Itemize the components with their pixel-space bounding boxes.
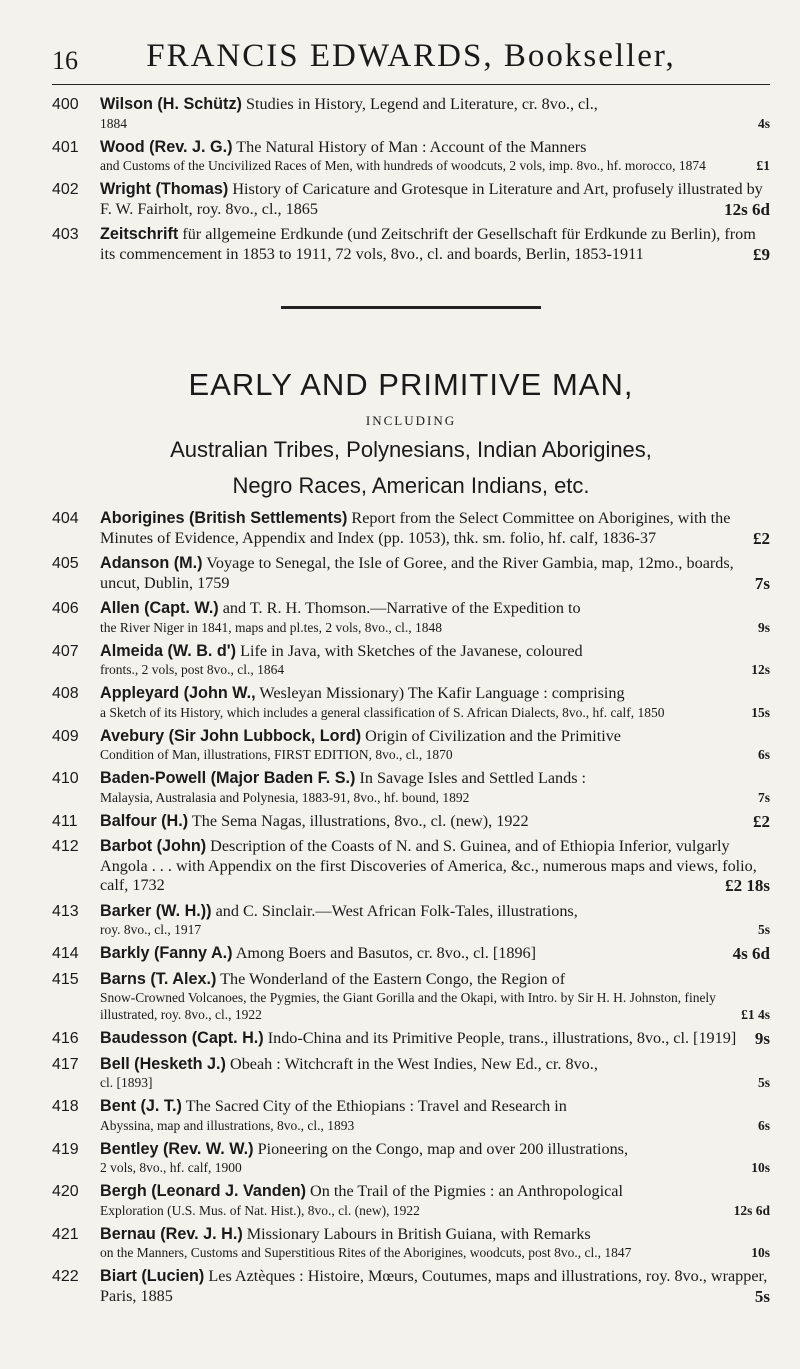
catalogue-entry	[52, 225, 770, 264]
entry-main	[100, 1267, 770, 1306]
entry-author: Adanson (M.)	[100, 554, 203, 572]
entry-details-text: Condition of Man, illustrations, FIRST EDITION, 8vo., cl., 1870	[100, 747, 453, 762]
entry-details-text: 1884	[100, 115, 127, 131]
entry-price: 6s	[757, 747, 770, 762]
section-divider	[281, 306, 541, 309]
entry-details-text: roy. 8vo., cl., 1917	[100, 922, 202, 937]
entry-number: 408	[52, 685, 79, 702]
entry-details	[100, 789, 770, 806]
entry-title: Among Boers and Basutos, cr. 8vo., cl. [1896]	[235, 944, 537, 962]
entry-title: Description of the Coasts of N. and S. Guinea, and of Ethiopia Inferior, vulgarly Angola . . . with Appendix on the first Discoveries of America, &c., numerous maps and views, folio, calf, 1732	[100, 837, 757, 894]
entry-main	[100, 769, 770, 789]
entry-price: 12s 6d	[724, 199, 770, 219]
entry-title: History of Caricature and Grotesque in Literature and Art, profusely illustrated by F. W. Fairholt, roy. 8vo., cl., 1865	[100, 180, 763, 218]
entry-price: 4s 6d	[732, 944, 770, 963]
entry-author: Avebury (Sir John Lubbock, Lord)	[100, 726, 362, 745]
entry-details-text: the River Niger in 1841, maps and pl.tes, 2 vols, 8vo., cl., 1848	[100, 619, 442, 635]
catalogue-entry	[52, 769, 770, 806]
entry-number: 413	[52, 902, 79, 920]
entry-price: 5s	[757, 1075, 770, 1090]
catalogue-entry	[52, 1097, 770, 1134]
catalogue-entry	[52, 1055, 770, 1092]
entry-list	[52, 501, 770, 1306]
entry-number: 402	[52, 181, 79, 198]
entry-details	[100, 1074, 770, 1091]
catalogue-entry	[52, 727, 770, 764]
entry-details-text: Malaysia, Australasia and Polynesia, 1883-91, 8vo., hf. bound, 1892	[100, 789, 470, 805]
catalogue-entry	[52, 944, 770, 964]
entry-title: The Wonderland of the Eastern Congo, the Region of	[220, 969, 566, 988]
entry-number: 414	[52, 945, 79, 962]
entry-details	[100, 157, 770, 174]
entry-main	[100, 599, 770, 619]
entry-number: 418	[52, 1098, 79, 1115]
entry-title: Pioneering on the Congo, map and over 200 illustrations,	[257, 1139, 629, 1158]
entry-main	[100, 727, 770, 747]
entry-price: 4s	[757, 115, 770, 131]
entry-main	[100, 554, 770, 593]
entry-author: Barker (W. H.))	[100, 901, 212, 920]
entry-number: 406	[52, 600, 79, 617]
running-head: FRANCIS EDWARDS, Bookseller,	[146, 38, 676, 74]
entry-number: 417	[52, 1055, 79, 1073]
entry-author: Barbot (John)	[100, 837, 207, 855]
entry-price: 12s	[751, 662, 770, 677]
entry-author: Baden-Powell (Major Baden F. S.)	[100, 769, 356, 787]
entry-main	[100, 1055, 770, 1075]
entry-number: 404	[52, 510, 79, 527]
catalogue-entry	[52, 138, 770, 175]
entry-main	[100, 180, 770, 219]
entry-details	[100, 1159, 770, 1176]
entry-author: Appleyard (John W.,	[100, 684, 256, 702]
entry-title: Wesleyan Missionary) The Kafir Language : comprising	[259, 684, 625, 702]
entry-title: Les Aztèques : Histoire, Mœurs, Coutumes, maps and illustrations, roy. 8vo., wrapper, Paris, 1885	[100, 1267, 768, 1305]
catalogue-entry	[52, 180, 770, 219]
entry-title: für allgemeine Erdkunde (und Zeitschrift der Gesellschaft für Erdkunde zu Berlin), from its commencement in 1853 to 1911, 72 vols, 8vo., cl. and boards, Berlin, 1853-1911	[100, 225, 756, 263]
entry-number: 412	[52, 838, 79, 855]
page-number: 16	[52, 46, 78, 75]
entry-details	[100, 115, 770, 132]
entry-title: and T. R. H. Thomson.—Narrative of the Expedition to	[222, 599, 581, 617]
entry-details-text: cl. [1893]	[100, 1075, 153, 1090]
entry-author: Bell (Hesketh J.)	[100, 1054, 226, 1073]
catalogue-entry	[52, 1182, 770, 1219]
entry-author: Wright (Thomas)	[100, 180, 229, 198]
catalogue-entry	[52, 1140, 770, 1177]
entry-author: Bernau (Rev. J. H.)	[100, 1224, 243, 1243]
entry-details-text: on the Manners, Customs and Superstitious Rites of the Aborigines, woodcuts, post 8vo., cl., 1847	[100, 1245, 632, 1260]
entry-price: 9s	[754, 1029, 770, 1048]
entry-title: and C. Sinclair.—West African Folk-Tales, illustrations,	[215, 901, 578, 920]
entry-title: Report from the Select Committee on Aborigines, with the Minutes of Evidence, Appendix and Index (pp. 1053), thk. sm. folio, hf. calf, 1836-37	[100, 509, 731, 547]
catalogue-entry	[52, 509, 770, 548]
entry-details-text: Abyssina, map and illustrations, 8vo., cl., 1893	[100, 1117, 355, 1133]
entry-price: 5s	[754, 1286, 770, 1306]
entry-title: Indo-China and its Primitive People, trans., illustrations, 8vo., cl. [1919]	[267, 1029, 737, 1047]
entry-details	[100, 1117, 770, 1134]
catalogue-entry	[52, 684, 770, 721]
entry-details-text: a Sketch of its History, which includes a general classification of S. African Dialects, 8vo., hf. calf, 1850	[100, 704, 665, 720]
catalogue-entry	[52, 1029, 770, 1049]
section-title: EARLY AND PRIMITIVE MAN,	[188, 367, 634, 402]
entry-number: 401	[52, 138, 79, 156]
entry-author: Allen (Capt. W.)	[100, 599, 219, 617]
entry-main	[100, 1097, 770, 1117]
catalogue-entry	[52, 812, 770, 832]
entry-number: 410	[52, 770, 79, 787]
entry-number: 409	[52, 727, 79, 745]
entry-price: £2	[753, 528, 770, 548]
entry-main	[100, 970, 770, 990]
entry-main	[100, 1029, 770, 1049]
entry-main	[100, 95, 770, 115]
entry-author: Baudesson (Capt. H.)	[100, 1029, 264, 1047]
entry-details	[100, 989, 770, 1023]
entry-title: The Sema Nagas, illustrations, 8vo., cl. (new), 1922	[191, 811, 529, 830]
entry-number: 411	[52, 812, 78, 830]
entry-number: 419	[52, 1140, 79, 1158]
entry-price: 9s	[757, 619, 770, 635]
entry-title: Life in Java, with Sketches of the Javanese, coloured	[240, 641, 583, 660]
entry-details	[100, 704, 770, 721]
entry-main	[100, 1182, 770, 1202]
catalogue-entry	[52, 902, 770, 939]
catalogue-entry	[52, 837, 770, 896]
entry-list-top	[52, 85, 770, 264]
entry-main	[100, 837, 770, 896]
catalogue-entry	[52, 1267, 770, 1306]
entry-main	[100, 684, 770, 704]
entry-author: Bentley (Rev. W. W.)	[100, 1139, 254, 1158]
entry-number: 421	[52, 1225, 79, 1243]
entry-main	[100, 138, 770, 158]
entry-details	[100, 619, 770, 636]
entry-details-text: Snow-Crowned Volcanoes, the Pygmies, the Giant Gorilla and the Okapi, with Intro. by Sir H. H. Johnston, finely illustrated, roy. 8vo., cl., 1922	[100, 990, 716, 1022]
entry-title: Missionary Labours in British Guiana, with Remarks	[246, 1224, 591, 1243]
entry-price: 7s	[754, 573, 770, 593]
catalogue-entry	[52, 970, 770, 1024]
entry-number: 400	[52, 96, 79, 113]
entry-main	[100, 642, 770, 662]
catalogue-entry	[52, 1225, 770, 1262]
catalogue-entry	[52, 554, 770, 593]
entry-number: 416	[52, 1030, 79, 1047]
entry-main	[100, 902, 770, 922]
entry-title: In Savage Isles and Settled Lands :	[359, 769, 587, 787]
entry-price: £1 4s	[741, 1007, 770, 1022]
entry-title: On the Trail of the Pigmies : an Anthropological	[310, 1182, 623, 1200]
entry-number: 415	[52, 970, 79, 988]
entry-price: £9	[753, 244, 770, 264]
section-subtitle-1: Australian Tribes, Polynesians, Indian Aborigines,	[170, 437, 652, 462]
entry-title: The Sacred City of the Ethiopians : Travel and Research in	[185, 1097, 567, 1115]
entry-price: 5s	[757, 922, 770, 937]
entry-price: 10s	[751, 1160, 770, 1175]
entry-main	[100, 944, 770, 964]
entry-details-text: 2 vols, 8vo., hf. calf, 1900	[100, 1160, 242, 1175]
entry-author: Wood (Rev. J. G.)	[100, 137, 233, 156]
section-heading	[52, 367, 770, 501]
entry-author: Zeitschrift	[100, 225, 179, 243]
entry-price: £1	[756, 158, 770, 173]
entry-author: Biart (Lucien)	[100, 1267, 205, 1285]
entry-title: Voyage to Senegal, the Isle of Goree, and the River Gambia, map, 12mo., boards, uncut, Dublin, 1759	[100, 554, 734, 592]
catalogue-entry	[52, 95, 770, 132]
catalogue-entry	[52, 599, 770, 636]
entry-details-text: Exploration (U.S. Mus. of Nat. Hist.), 8vo., cl. (new), 1922	[100, 1202, 420, 1218]
entry-main	[100, 509, 770, 548]
entry-author: Barkly (Fanny A.)	[100, 944, 233, 962]
entry-main	[100, 225, 770, 264]
entry-author: Wilson (H. Schütz)	[100, 95, 242, 113]
entry-author: Barns (T. Alex.)	[100, 969, 217, 988]
entry-main	[100, 812, 770, 832]
entry-price: £2 18s	[725, 876, 770, 895]
entry-title: Origin of Civilization and the Primitive	[365, 726, 621, 745]
entry-number: 422	[52, 1268, 79, 1285]
entry-details-text: and Customs of the Uncivilized Races of Men, with hundreds of woodcuts, 2 vols, imp. 8vo., hf. morocco, 1874	[100, 158, 706, 173]
entry-price: 6s	[757, 1117, 770, 1133]
entry-price: 10s	[751, 1245, 770, 1260]
entry-details	[100, 921, 770, 938]
entry-number: 405	[52, 555, 79, 572]
entry-author: Bent (J. T.)	[100, 1097, 182, 1115]
entry-title: Obeah : Witchcraft in the West Indies, New Ed., cr. 8vo.,	[230, 1054, 598, 1073]
entry-number: 420	[52, 1183, 79, 1200]
entry-details-text: fronts., 2 vols, post 8vo., cl., 1864	[100, 662, 285, 677]
entry-number: 403	[52, 226, 79, 243]
catalogue-entry	[52, 642, 770, 679]
entry-main	[100, 1225, 770, 1245]
entry-number: 407	[52, 642, 79, 660]
page-header	[52, 0, 770, 85]
entry-price: 12s 6d	[733, 1202, 770, 1218]
entry-author: Balfour (H.)	[100, 811, 189, 830]
entry-main	[100, 1140, 770, 1160]
entry-author: Bergh (Leonard J. Vanden)	[100, 1182, 306, 1200]
entry-details	[100, 661, 770, 678]
section-subtitle-2: Negro Races, American Indians, etc.	[232, 473, 590, 498]
entry-author: Aborigines (British Settlements)	[100, 509, 348, 527]
entry-price: 15s	[751, 704, 770, 720]
entry-price: £2	[753, 811, 770, 831]
entry-price: 7s	[757, 789, 770, 805]
entry-title: Studies in History, Legend and Literature, cr. 8vo., cl.,	[245, 95, 598, 113]
entry-author: Almeida (W. B. d')	[100, 641, 237, 660]
entry-title: The Natural History of Man : Account of the Manners	[236, 137, 587, 156]
entry-details	[100, 746, 770, 763]
entry-details	[100, 1202, 770, 1219]
entry-details	[100, 1244, 770, 1261]
section-including: INCLUDING	[365, 413, 457, 428]
